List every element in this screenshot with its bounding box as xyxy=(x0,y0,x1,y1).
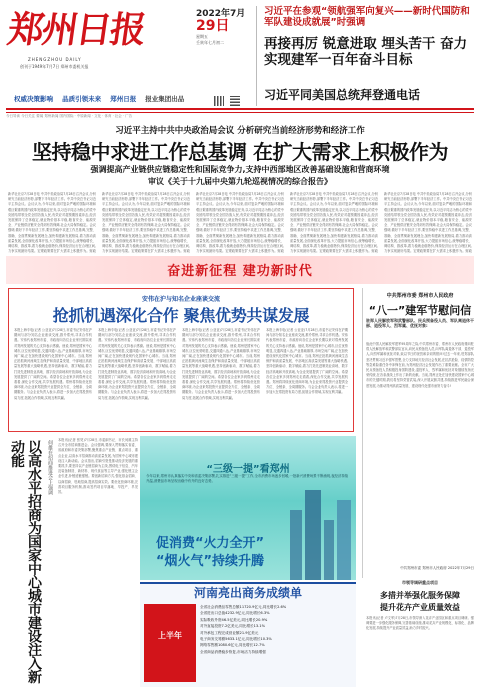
masthead-link[interactable]: 郑州日报 xyxy=(110,95,137,103)
building-shape xyxy=(337,500,351,580)
building-shape xyxy=(290,510,302,580)
lead-headline[interactable]: 坚持稳中求进工作总基调 在扩大需求上积极作为 xyxy=(32,140,448,164)
commerce-badge xyxy=(144,604,196,682)
story-kicker: 安伟在沪与知名企业座谈交流 xyxy=(141,296,220,303)
feature-headline[interactable]: 以高水平招商为国家中心城市建设注入新动能 xyxy=(9,440,42,683)
masthead-info: 创刊于1949年7月7日 郑州市委机关报 xyxy=(20,64,89,69)
qr-code-icon[interactable] xyxy=(214,96,224,106)
story-body-column: 本报上海专电(记者 公亚亚)7月28日,市委书记安伟在沪期间与部分知名企业座谈交流,推介郑州,寻求合作机遇。安伟代表郑州市委、市政府向各位企业家长期以来对郑州发展的关心支持表示感谢。他说,郑州是国家中心城市,区位优势明显,交通四通八达,产业基础雄厚,市场空间广阔,正在加快建设现代化国家中心城市。当前,郑州正抢抓黄河流域生态保护和高质量发展、中部地区高质量发展等重大战略机遇,坚持创新驱动、数字赋能,着力打造先进制造业高地、数字经济高地和开放高地,为企业发展提供了广阔的空间。希望各位企业家多到郑州走走看看,深化合作交流,共享发展机遇。郑州将持续优化营商环境,为企业来郑投资兴业提供全方位、全链条、全周期服务。与会企业负责人表示,将进一步加大在郑投资布局力度,拓展合作领域,实现互利共赢。 xyxy=(14,328,92,400)
header-strip: 今日导读 今日关注 要闻 郑州新闻 国内国际 · 中原新闻 · 文化 · 体育 · 社会 · 广告 xyxy=(6,114,133,118)
promo-kicker[interactable]: 习近平在参观“领航强军向复兴——新时代国防和军队建设成就展”时强调 xyxy=(264,6,470,28)
masthead-link[interactable]: 权威决策影响 xyxy=(14,95,53,103)
graphic-slogan: 促消费“火力全开” xyxy=(155,536,265,551)
commerce-stat: 全省社会消费品零售总额11720.9亿元,同比增长2.6% xyxy=(200,605,287,609)
letter-kicker: 中共郑州市委 郑州市人民政府 xyxy=(386,293,454,299)
masthead-title: 郑州日报 xyxy=(5,9,147,51)
masthead-english: ZHENGZHOU DAILY xyxy=(28,57,82,62)
promo-second[interactable]: 习近平同美国总统拜登通电话 xyxy=(264,88,421,102)
masthead-link[interactable]: 报业集团出品 xyxy=(145,95,185,103)
story2-headline[interactable]: 提升花卉产业质量效益 xyxy=(380,603,460,612)
commerce-stat: 对外承包工程完成营业额21.9亿美元 xyxy=(200,630,259,635)
lead-body-column: 新华社北京7月28日电 中共中央政治局7月28日召开会议,分析研究当前经济形势,部署下半年经济工作。中共中央总书记习近平主持会议。会议认为,今年以来,面对复杂严峻的国际环境和艰巨繁重的国内改革发展稳定任务,以习近平同志为核心的党中央团结带领全党全国各族人民,有效应对超预期因素冲击,经济发展保持了总体稳定,就业物价基本平稳,粮食安全、能源安全、产业链供应链安全得到有效保障,社会大局保持稳定。会议强调,做好下半年经济工作,要坚持稳中求进工作总基调,完整、准确、全面贯彻新发展理念,加快构建新发展格局,着力推动高质量发展,全面深化改革开放,大力提振市场信心,统筹稳增长、调结构、推改革,着力稳就业稳物价,保持经济运行在合理区间,力争实现最好结果。宏观政策要在扩大需求上积极作为。财政 xyxy=(384,192,472,254)
header-rule xyxy=(6,108,474,110)
promo-headline[interactable]: 再接再厉 锐意进取 埋头苦干 奋力实现建军一百年奋斗目标 xyxy=(264,36,468,68)
commerce-stat: 实际吸收外资46.5亿美元,同比增长20.9% xyxy=(200,617,268,622)
header-rule xyxy=(6,112,474,113)
lead-subhead: 强调提高产业链供应链稳定性和国际竞争力,支持中西部地区改善基础设施和营商环境 xyxy=(90,165,390,174)
date-day: 29日 xyxy=(196,18,230,34)
date-lunar: 壬寅年七月初二 xyxy=(196,40,224,45)
letter-headline[interactable]: “八一”建军节慰问信 xyxy=(368,304,472,317)
letter-signature: 中共郑州市委 郑州市人民政府 2022年7月29日 xyxy=(400,566,474,570)
commerce-stat-list xyxy=(200,604,354,655)
commerce-stat: 全省进出口总值4232.9亿元,同比增长6.3% xyxy=(200,611,270,616)
masthead-link[interactable]: 品质引领未来 xyxy=(62,95,102,103)
building-shape xyxy=(324,520,334,580)
lead-body-column: 新华社北京7月28日电 中共中央政治局7月28日召开会议,分析研究当前经济形势,部署下半年经济工作。中共中央总书记习近平主持会议。会议认为,今年以来,面对复杂严峻的国际环境和艰巨繁重的国内改革发展稳定任务,以习近平同志为核心的党中央团结带领全党全国各族人民,有效应对超预期因素冲击,经济发展保持了总体稳定,就业物价基本平稳,粮食安全、能源安全、产业链供应链安全得到有效保障,社会大局保持稳定。会议强调,做好下半年经济工作,要坚持稳中求进工作总基调,完整、准确、全面贯彻新发展理念,加快构建新发展格局,着力推动高质量发展,全面深化改革开放,大力提振市场信心,统筹稳增长、调结构、推改革,着力稳就业稳物价,保持经济运行在合理区间,力争实现最好结果。宏观政策要在扩大需求上积极作为。财政 xyxy=(8,192,96,254)
lead-body-column: 新华社北京7月28日电 中共中央政治局7月28日召开会议,分析研究当前经济形势,部署下半年经济工作。中共中央总书记习近平主持会议。会议认为,今年以来,面对复杂严峻的国际环境和艰巨繁重的国内改革发展稳定任务,以习近平同志为核心的党中央团结带领全党全国各族人民,有效应对超预期因素冲击,经济发展保持了总体稳定,就业物价基本平稳,粮食安全、能源安全、产业链供应链安全得到有效保障,社会大局保持稳定。会议强调,做好下半年经济工作,要坚持稳中求进工作总基调,完整、准确、全面贯彻新发展理念,加快构建新发展格局,着力推动高质量发展,全面深化改革开放,大力提振市场信心,统筹稳增长、调结构、推改革,着力稳就业稳物价,保持经济运行在合理区间,力争实现最好结果。宏观政策要在扩大需求上积极作为。财政 xyxy=(196,192,284,254)
date-week: 星期五 xyxy=(196,34,208,39)
story2-headline[interactable]: 多措并举强化服务保障 xyxy=(380,591,460,600)
qr-code-icon[interactable] xyxy=(230,96,240,106)
story-body-column: 本报上海专电(记者 公亚亚)7月28日,市委书记安伟在沪期间与部分知名企业座谈交流,推介郑州,寻求合作机遇。安伟代表郑州市委、市政府向各位企业家长期以来对郑州发展的关心支持表示感谢。他说,郑州是国家中心城市,区位优势明显,交通四通八达,产业基础雄厚,市场空间广阔,正在加快建设现代化国家中心城市。当前,郑州正抢抓黄河流域生态保护和高质量发展、中部地区高质量发展等重大战略机遇,坚持创新驱动、数字赋能,着力打造先进制造业高地、数字经济高地和开放高地,为企业发展提供了广阔的空间。希望各位企业家多到郑州走走看看,深化合作交流,共享发展机遇。郑州将持续优化营商环境,为企业来郑投资兴业提供全方位、全链条、全周期服务。与会企业负责人表示,将进一步加大在郑投资布局力度,拓展合作领域,实现互利共赢。 xyxy=(182,328,260,400)
graphic-title: “三级一提”看郑州 xyxy=(206,464,290,475)
feature-body: 本报讯(记者 张昊)7月28日,市委副书记、市长何雄主持召开全市招商推进会。会议强调,要深入贯彻落实省委、省政府和市委决策部署,聚焦重点产业链、重点项目、重点企业,以高水平招商推动高质量发展,为国家中心城市建设注入新动能。会议指出,招商引资是推动经济发展的重要抓手,要坚持以产业链招商为主线,围绕电子信息、汽车及装备制造、新材料、现代食品等主导产业,强化链主企业引进,补链延链强链。要创新招商方式,强化基金招商、以商招商、驻地招商,提高招商实效。要优化营商环境,完善项目服务机制,推动签约项目早落地、早投产、早见效。 xyxy=(58,438,138,495)
commerce-stat: 电子商务交易额5633.1亿元,同比增长10.3% xyxy=(200,637,272,642)
story2-body: 本报讯(记者 卢文军)7月28日,市领导深入花卉产业园区和重点项目调研。强调要进一步强化服务保障,完善基础设施,推动花卉产业规模化、标准化、品牌化发展,持续提升产业质量效益,助力乡村振兴。 xyxy=(366,616,474,631)
letter-body: 值此中国人民解放军建军95周年之际,中共郑州市委、郑州市人民政府谨向驻郑人民解放军和武警部队官兵,向民兵预备役人员,向军队离退休干部、退役军人,向烈军属和优抚对象,致以节日的祝贺和亲切的慰问!过去一年来,驻郑部队坚决贯彻习近平强军思想,全力支持地方经济社会发展,在抗洪抢险、疫情防控等急难险重任务中冲锋在前,为郑州经济社会发展作出了重要贡献。全市广大民兵预备役人员积极投身国防建设,退役军人、烈军属和优抚对象继续发扬光荣传统,在各条战线上作出了新的贡献。当前,郑州正处在加快建设国家中心城市的关键时期,我们将坚持党管武装,深入开展双拥共建,持续推进军民融合深度发展,为推动郑州高质量发展、建设现代化强市而努力奋斗! xyxy=(366,342,474,388)
graphic-slogan: “烟火气”持续升腾 xyxy=(155,554,265,569)
commerce-stat: 对外直接投资7.2亿美元,同比增长13.1% xyxy=(200,624,265,629)
story-body-column: 本报上海专电(记者 公亚亚)7月28日,市委书记安伟在沪期间与部分知名企业座谈交流,推介郑州,寻求合作机遇。安伟代表郑州市委、市政府向各位企业家长期以来对郑州发展的关心支持表示感谢。他说,郑州是国家中心城市,区位优势明显,交通四通八达,产业基础雄厚,市场空间广阔,正在加快建设现代化国家中心城市。当前,郑州正抢抓黄河流域生态保护和高质量发展、中部地区高质量发展等重大战略机遇,坚持创新驱动、数字赋能,着力打造先进制造业高地、数字经济高地和开放高地,为企业发展提供了广阔的空间。希望各位企业家多到郑州走走看看,深化合作交流,共享发展机遇。郑州将持续优化营商环境,为企业来郑投资兴业提供全方位、全链条、全周期服务。与会企业负责人表示,将进一步加大在郑投资布局力度,拓展合作领域,实现互利共赢。 xyxy=(266,328,348,395)
lead-kicker: 习近平主持中共中央政治局会议 分析研究当前经济形势和经济工作 xyxy=(115,126,365,136)
story-headline[interactable]: 抢抓机遇深化合作 聚焦优势共谋发展 xyxy=(52,306,310,325)
feature-kicker: 何雄在招商推进会上强调 xyxy=(47,440,53,495)
lead-subhead: 审议《关于十九届中央第九轮巡视情况的综合报告》 xyxy=(148,177,332,186)
story2-kicker: 市领导调研重点项目 xyxy=(402,580,438,585)
masthead-divider xyxy=(256,6,257,106)
graphic-text: 今年以来,郑州市认真落实中央和省委决策部署,扎实推进“三级一提”工作,全市消费市场逐步回暖,一批新兴消费场景不断涌现,夜经济持续升温,消费品市场呈现出稳中有升的良好态势。 xyxy=(146,474,349,483)
commerce-badge-label: 上半年 xyxy=(158,631,182,640)
lead-body-column: 新华社北京7月28日电 中共中央政治局7月28日召开会议,分析研究当前经济形势,部署下半年经济工作。中共中央总书记习近平主持会议。会议认为,今年以来,面对复杂严峻的国际环境和艰巨繁重的国内改革发展稳定任务,以习近平同志为核心的党中央团结带领全党全国各族人民,有效应对超预期因素冲击,经济发展保持了总体稳定,就业物价基本平稳,粮食安全、能源安全、产业链供应链安全得到有效保障,社会大局保持稳定。会议强调,做好下半年经济工作,要坚持稳中求进工作总基调,完整、准确、全面贯彻新发展理念,加快构建新发展格局,着力推动高质量发展,全面深化改革开放,大力提振市场信心,统筹稳增长、调结构、推改革,着力稳就业稳物价,保持经济运行在合理区间,力争实现最好结果。宏观政策要在扩大需求上积极作为。财政 xyxy=(102,192,190,254)
date-month: 2022年7月 xyxy=(196,9,246,19)
building-shape xyxy=(305,490,321,580)
lead-body-column: 新华社北京7月28日电 中共中央政治局7月28日召开会议,分析研究当前经济形势,部署下半年经济工作。中共中央总书记习近平主持会议。会议认为,今年以来,面对复杂严峻的国际环境和艰巨繁重的国内改革发展稳定任务,以习近平同志为核心的党中央团结带领全党全国各族人民,有效应对超预期因素冲击,经济发展保持了总体稳定,就业物价基本平稳,粮食安全、能源安全、产业链供应链安全得到有效保障,社会大局保持稳定。会议强调,做好下半年经济工作,要坚持稳中求进工作总基调,完整、准确、全面贯彻新发展理念,加快构建新发展格局,着力推动高质量发展,全面深化改革开放,大力提振市场信心,统筹稳增长、调结构、推改革,着力稳就业稳物价,保持经济运行在合理区间,力争实现最好结果。宏观政策要在扩大需求上积极作为。财政 xyxy=(290,192,378,254)
commerce-title[interactable]: 河南亮出商务成绩单 xyxy=(193,586,302,600)
commerce-stat: 全省商品消费稳步恢复,市场活力持续增强 xyxy=(200,649,266,654)
date-box xyxy=(196,6,248,46)
banner-slogan: 奋进新征程 建功新时代 xyxy=(167,264,313,279)
commerce-stat: 网络零售额1080.6亿元,同比增长12.7% xyxy=(200,643,265,648)
letter-recipients: 驻郑人民解放军和武警部队、民兵预备役人员、军队离退休干部、退役军人、烈军属、优抚对象: xyxy=(366,318,474,329)
story-body-column: 本报上海专电(记者 公亚亚)7月28日,市委书记安伟在沪期间与部分知名企业座谈交流,推介郑州,寻求合作机遇。安伟代表郑州市委、市政府向各位企业家长期以来对郑州发展的关心支持表示感谢。他说,郑州是国家中心城市,区位优势明显,交通四通八达,产业基础雄厚,市场空间广阔,正在加快建设现代化国家中心城市。当前,郑州正抢抓黄河流域生态保护和高质量发展、中部地区高质量发展等重大战略机遇,坚持创新驱动、数字赋能,着力打造先进制造业高地、数字经济高地和开放高地,为企业发展提供了广阔的空间。希望各位企业家多到郑州走走看看,深化合作交流,共享发展机遇。郑州将持续优化营商环境,为企业来郑投资兴业提供全方位、全链条、全周期服务。与会企业负责人表示,将进一步加大在郑投资布局力度,拓展合作领域,实现互利共赢。 xyxy=(98,328,176,400)
